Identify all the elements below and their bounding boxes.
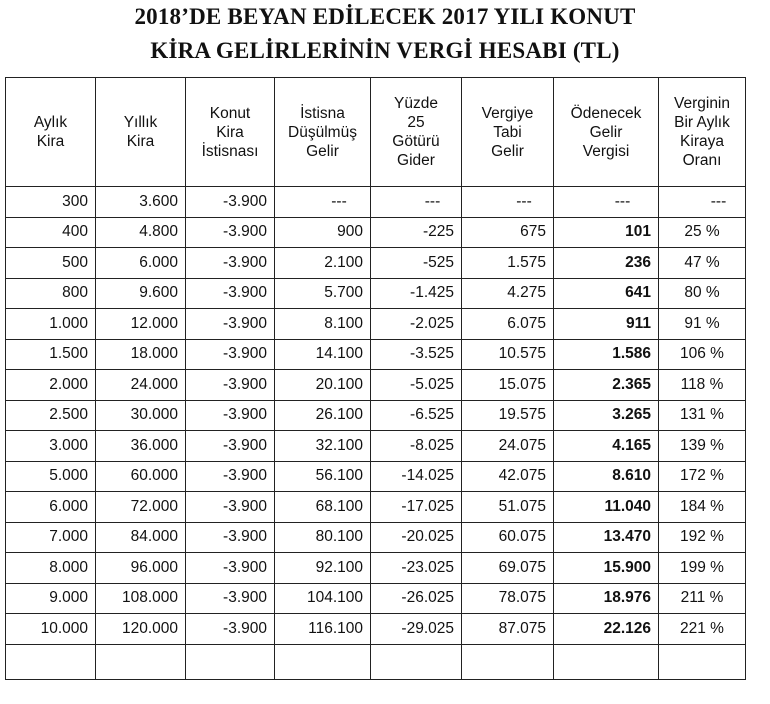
cell-monthly-rent: 1.000 — [6, 309, 96, 340]
cell-housing-exemption: -3.900 — [186, 614, 275, 645]
cell-annual-rent: 4.800 — [96, 217, 186, 248]
cell-housing-exemption: -3.900 — [186, 187, 275, 218]
cell-monthly-rent: 800 — [6, 278, 96, 309]
cell-tax-to-monthly-rent-ratio: 80 % — [659, 278, 746, 309]
table-row — [6, 461, 746, 492]
header-lump-sum-expense — [371, 78, 462, 187]
cell-tax-to-monthly-rent-ratio: 118 % — [659, 370, 746, 401]
header-text: Kira — [36, 133, 65, 150]
empty-cell — [96, 644, 186, 679]
cell-monthly-rent: 6.000 — [6, 492, 96, 523]
cell-taxable-income: 19.575 — [462, 400, 554, 431]
cell-lump-sum-expense: --- — [371, 187, 462, 218]
header-exempt-deducted-income — [275, 78, 371, 187]
cell-taxable-income: --- — [462, 187, 554, 218]
cell-exempt-deducted-income: 116.100 — [275, 614, 371, 645]
cell-payable-income-tax: 8.610 — [554, 461, 659, 492]
table-row — [6, 309, 746, 340]
cell-payable-income-tax: 11.040 — [554, 492, 659, 523]
cell-payable-income-tax: 15.900 — [554, 553, 659, 584]
header-taxable-income — [462, 78, 554, 187]
cell-housing-exemption: -3.900 — [186, 248, 275, 279]
cell-monthly-rent: 5.000 — [6, 461, 96, 492]
table-row — [6, 217, 746, 248]
title-line-1: 2018’DE BEYAN EDİLECEK 2017 YILI KONUT — [134, 4, 636, 29]
header-text: Gelir — [491, 142, 524, 160]
cell-monthly-rent: 500 — [6, 248, 96, 279]
header-text: İstisnası — [201, 142, 259, 160]
cell-housing-exemption: -3.900 — [186, 492, 275, 523]
cell-payable-income-tax: 911 — [554, 309, 659, 340]
cell-tax-to-monthly-rent-ratio: 139 % — [659, 431, 746, 462]
header-text: Bir Aylık — [674, 114, 730, 131]
empty-row — [6, 644, 746, 679]
cell-payable-income-tax: 236 — [554, 248, 659, 279]
cell-payable-income-tax: 4.165 — [554, 431, 659, 462]
empty-cell — [462, 644, 554, 679]
cell-annual-rent: 24.000 — [96, 370, 186, 401]
cell-exempt-deducted-income: --- — [275, 187, 371, 218]
cell-taxable-income: 87.075 — [462, 614, 554, 645]
empty-cell — [6, 644, 96, 679]
table-row — [6, 553, 746, 584]
cell-tax-to-monthly-rent-ratio: 211 % — [659, 583, 746, 614]
cell-housing-exemption: -3.900 — [186, 583, 275, 614]
cell-tax-to-monthly-rent-ratio: --- — [659, 187, 746, 218]
cell-tax-to-monthly-rent-ratio: 221 % — [659, 614, 746, 645]
cell-payable-income-tax: 22.126 — [554, 614, 659, 645]
cell-taxable-income: 4.275 — [462, 278, 554, 309]
cell-monthly-rent: 9.000 — [6, 583, 96, 614]
cell-annual-rent: 3.600 — [96, 187, 186, 218]
cell-taxable-income: 10.575 — [462, 339, 554, 370]
cell-taxable-income: 675 — [462, 217, 554, 248]
header-annual-rent — [96, 78, 186, 187]
cell-annual-rent: 30.000 — [96, 400, 186, 431]
cell-annual-rent: 60.000 — [96, 461, 186, 492]
empty-cell — [186, 644, 275, 679]
header-text: 25 — [407, 114, 425, 131]
cell-annual-rent: 120.000 — [96, 614, 186, 645]
cell-lump-sum-expense: -6.525 — [371, 400, 462, 431]
cell-exempt-deducted-income: 900 — [275, 217, 371, 248]
header-text: Aylık — [33, 114, 68, 131]
cell-tax-to-monthly-rent-ratio: 25 % — [659, 217, 746, 248]
cell-annual-rent: 96.000 — [96, 553, 186, 584]
cell-lump-sum-expense: -3.525 — [371, 339, 462, 370]
cell-exempt-deducted-income: 56.100 — [275, 461, 371, 492]
tax-table — [5, 77, 746, 680]
table-row — [6, 583, 746, 614]
cell-payable-income-tax: 18.976 — [554, 583, 659, 614]
header-row — [6, 78, 746, 187]
cell-payable-income-tax: 101 — [554, 217, 659, 248]
header-text: Vergiye — [481, 104, 534, 122]
table-row — [6, 278, 746, 309]
cell-lump-sum-expense: -8.025 — [371, 431, 462, 462]
cell-lump-sum-expense: -225 — [371, 217, 462, 248]
cell-exempt-deducted-income: 8.100 — [275, 309, 371, 340]
header-text: Yıllık — [123, 114, 158, 131]
cell-taxable-income: 15.075 — [462, 370, 554, 401]
cell-lump-sum-expense: -5.025 — [371, 370, 462, 401]
cell-exempt-deducted-income: 68.100 — [275, 492, 371, 523]
table-row — [6, 187, 746, 218]
table-row — [6, 400, 746, 431]
cell-payable-income-tax: 2.365 — [554, 370, 659, 401]
cell-tax-to-monthly-rent-ratio: 106 % — [659, 339, 746, 370]
cell-housing-exemption: -3.900 — [186, 309, 275, 340]
cell-housing-exemption: -3.900 — [186, 370, 275, 401]
cell-annual-rent: 18.000 — [96, 339, 186, 370]
cell-annual-rent: 84.000 — [96, 522, 186, 553]
cell-annual-rent: 108.000 — [96, 583, 186, 614]
header-text: Kira — [126, 133, 155, 150]
table-row — [6, 339, 746, 370]
header-text: Kira — [216, 123, 244, 141]
cell-monthly-rent: 2.500 — [6, 400, 96, 431]
header-payable-income-tax — [554, 78, 659, 187]
cell-monthly-rent: 1.500 — [6, 339, 96, 370]
table-row — [6, 370, 746, 401]
cell-housing-exemption: -3.900 — [186, 217, 275, 248]
header-text: Verginin — [673, 95, 730, 112]
table-body — [6, 187, 746, 680]
cell-exempt-deducted-income: 32.100 — [275, 431, 371, 462]
cell-taxable-income: 42.075 — [462, 461, 554, 492]
cell-annual-rent: 6.000 — [96, 248, 186, 279]
header-text: Vergisi — [582, 142, 630, 160]
cell-tax-to-monthly-rent-ratio: 91 % — [659, 309, 746, 340]
cell-payable-income-tax: --- — [554, 187, 659, 218]
cell-taxable-income: 60.075 — [462, 522, 554, 553]
cell-lump-sum-expense: -2.025 — [371, 309, 462, 340]
empty-cell — [659, 644, 746, 679]
cell-taxable-income: 69.075 — [462, 553, 554, 584]
header-text: İstisna — [300, 104, 345, 122]
table-row — [6, 431, 746, 462]
cell-taxable-income: 1.575 — [462, 248, 554, 279]
header-text: Oranı — [682, 152, 722, 169]
cell-exempt-deducted-income: 14.100 — [275, 339, 371, 370]
cell-lump-sum-expense: -17.025 — [371, 492, 462, 523]
header-monthly-rent — [6, 78, 96, 187]
cell-payable-income-tax: 641 — [554, 278, 659, 309]
header-text: Konut — [209, 104, 251, 122]
header-text: Kiraya — [680, 133, 724, 150]
cell-exempt-deducted-income: 26.100 — [275, 400, 371, 431]
table-row — [6, 522, 746, 553]
cell-exempt-deducted-income: 104.100 — [275, 583, 371, 614]
cell-annual-rent: 12.000 — [96, 309, 186, 340]
cell-monthly-rent: 2.000 — [6, 370, 96, 401]
cell-lump-sum-expense: -29.025 — [371, 614, 462, 645]
cell-housing-exemption: -3.900 — [186, 400, 275, 431]
table-row — [6, 614, 746, 645]
cell-exempt-deducted-income: 20.100 — [275, 370, 371, 401]
cell-annual-rent: 72.000 — [96, 492, 186, 523]
empty-cell — [554, 644, 659, 679]
header-text: Tabi — [493, 123, 522, 141]
cell-tax-to-monthly-rent-ratio: 184 % — [659, 492, 746, 523]
cell-tax-to-monthly-rent-ratio: 131 % — [659, 400, 746, 431]
cell-housing-exemption: -3.900 — [186, 522, 275, 553]
cell-monthly-rent: 300 — [6, 187, 96, 218]
cell-taxable-income: 51.075 — [462, 492, 554, 523]
cell-lump-sum-expense: -1.425 — [371, 278, 462, 309]
cell-tax-to-monthly-rent-ratio: 192 % — [659, 522, 746, 553]
cell-exempt-deducted-income: 80.100 — [275, 522, 371, 553]
cell-taxable-income: 24.075 — [462, 431, 554, 462]
cell-lump-sum-expense: -20.025 — [371, 522, 462, 553]
cell-lump-sum-expense: -525 — [371, 248, 462, 279]
cell-lump-sum-expense: -14.025 — [371, 461, 462, 492]
empty-cell — [275, 644, 371, 679]
cell-payable-income-tax: 13.470 — [554, 522, 659, 553]
title-line-2: KİRA GELİRLERİNİN VERGİ HESABI (TL) — [150, 38, 620, 63]
cell-housing-exemption: -3.900 — [186, 461, 275, 492]
header-text: Götürü — [392, 133, 440, 150]
cell-payable-income-tax: 1.586 — [554, 339, 659, 370]
header-text: Gelir — [306, 142, 339, 160]
cell-housing-exemption: -3.900 — [186, 431, 275, 462]
cell-lump-sum-expense: -23.025 — [371, 553, 462, 584]
cell-tax-to-monthly-rent-ratio: 47 % — [659, 248, 746, 279]
header-text: Yüzde — [394, 95, 438, 112]
header-tax-to-monthly-rent-ratio — [659, 78, 746, 187]
cell-housing-exemption: -3.900 — [186, 278, 275, 309]
cell-annual-rent: 9.600 — [96, 278, 186, 309]
header-housing-exemption — [186, 78, 275, 187]
cell-exempt-deducted-income: 5.700 — [275, 278, 371, 309]
cell-taxable-income: 78.075 — [462, 583, 554, 614]
empty-cell — [371, 644, 462, 679]
header-text: Gelir — [589, 123, 623, 141]
cell-monthly-rent: 7.000 — [6, 522, 96, 553]
cell-monthly-rent: 10.000 — [6, 614, 96, 645]
header-text: Düşülmüş — [288, 123, 357, 141]
cell-monthly-rent: 3.000 — [6, 431, 96, 462]
header-text: Ödenecek — [570, 104, 642, 122]
cell-monthly-rent: 400 — [6, 217, 96, 248]
cell-tax-to-monthly-rent-ratio: 172 % — [659, 461, 746, 492]
cell-lump-sum-expense: -26.025 — [371, 583, 462, 614]
cell-annual-rent: 36.000 — [96, 431, 186, 462]
header-text: Gider — [397, 152, 435, 169]
cell-housing-exemption: -3.900 — [186, 553, 275, 584]
cell-monthly-rent: 8.000 — [6, 553, 96, 584]
cell-exempt-deducted-income: 92.100 — [275, 553, 371, 584]
cell-taxable-income: 6.075 — [462, 309, 554, 340]
cell-tax-to-monthly-rent-ratio: 199 % — [659, 553, 746, 584]
table-row — [6, 492, 746, 523]
cell-exempt-deducted-income: 2.100 — [275, 248, 371, 279]
cell-payable-income-tax: 3.265 — [554, 400, 659, 431]
table-header — [6, 78, 746, 187]
cell-housing-exemption: -3.900 — [186, 339, 275, 370]
table-row — [6, 248, 746, 279]
